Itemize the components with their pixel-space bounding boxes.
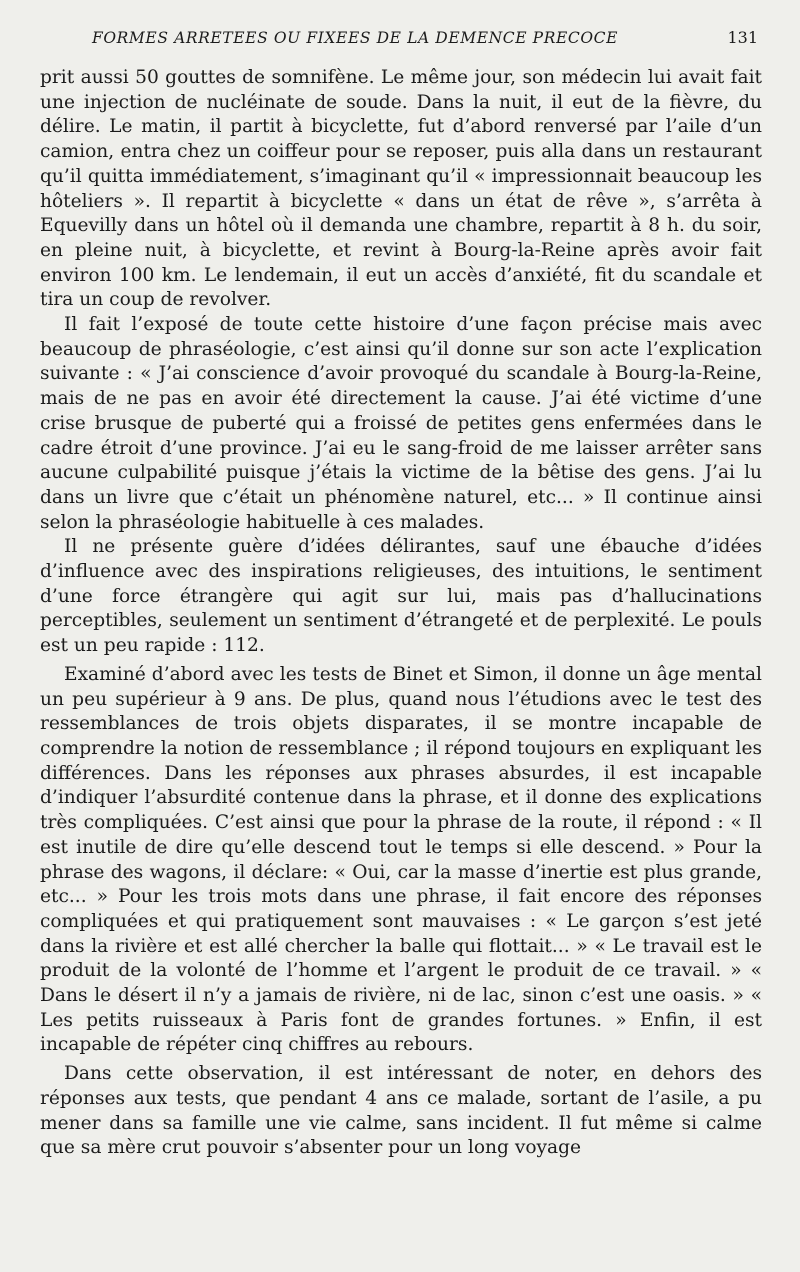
paragraph-4: Examiné d’abord avec les tests de Binet et Simon, il donne un âge mental un peu supérieur à 9 ans. De plus, quand nous l’étudions avec le test des ressemblances de trois objets disparates, il se montre incapable de comprendre la notion de ressemblance ; il répond toujours en expliquant les différences. Dans les réponses aux phrases absurdes, il est incapable d’indiquer l’absurdité contenue dans la phrase, et il donne des explications très compliquées. C’est ainsi que pour la phrase de la route, il répond : « Il est inutile de dire qu’elle descend tout le temps si elle descend. » Pour la phrase des wagons, il déclare: « Oui, car la masse d’inertie est plus grande, etc... » Pour les trois mots dans une phrase, il fait encore des réponses compliquées et qui pratiquement sont mauvaises : « Le garçon s’est jeté dans la rivière et est allé chercher la balle qui flottait... » « Le travail est le produit de la volonté de l’homme et l’argent le produit de ce travail. » « Dans le désert il n’y a jamais de rivière, ni de lac, sinon c’est une oasis. » « Les petits ruisseaux à Paris font de grandes fortunes. » Enfin, il est incapable de répéter cinq chiffres au rebours. [40, 663, 762, 1056]
paragraph-1: prit aussi 50 gouttes de somnifène. Le même jour, son médecin lui avait fait une injection de nucléinate de soude. Dans la nuit, il eut de la fièvre, du délire. Le matin, il partit à bicyclette, fut d’abord renversé par l’aile d’un camion, entra chez un coiffeur pour se reposer, puis alla dans un restaurant qu’il quitta immédiatement, s’imaginant qu’il « impressionnait beaucoup les hôteliers ». Il repartit à bicyclette « dans un état de rêve », s’arrêta à Equevilly dans un hôtel où il demanda une chambre, repartit à 8 h. du soir, en pleine nuit, à bicyclette, et revint à Bourg-la-Reine après avoir fait environ 100 km. Le lendemain, il eut un accès d’anxiété, fit du scandale et tira un coup de revolver. [40, 67, 762, 311]
paragraph-5: Dans cette observation, il est intéressant de noter, en dehors des réponses aux tests, que pendant 4 ans ce malade, sortant de l’asile, a pu mener dans sa famille une vie calme, sans incident. Il fut même si calme que sa mère crut pouvoir s’absenter pour un long voyage [40, 1063, 762, 1159]
running-head [40, 28, 762, 58]
paragraph-3: Il ne présente guère d’idées délirantes, sauf une ébauche d’idées d’influence avec des inspirations religieuses, des intuitions, le sentiment d’une force étrangère qui agit sur lui, mais pas d’hallucinations perceptibles, seulement un sentiment d’étrangeté et de perplexité. Le pouls est un peu rapide : 112. [40, 536, 762, 657]
paragraph-2: Il fait l’exposé de toute cette histoire d’une façon précise mais avec beaucoup de phraséologie, c’est ainsi qu’il donne sur son acte l’explication suivante : « J’ai conscience d’avoir provoqué du scandale à Bourg-la-Reine, mais de ne pas en avoir été directement la cause. J’ai été victime d’une crise brusque de puberté qui a froissé de petites gens enfermées dans le cadre étroit d’une province. J’ai eu le sang-froid de me laisser arrêter sans aucune culpabilité puisque j’étais la victime de la bêtise des gens. J’ai lu dans un livre que c’était un phénomène naturel, etc... » Il continue ainsi selon la phraséologie habituelle à ces malades. [40, 314, 762, 533]
page-number: 131 [727, 28, 758, 47]
running-head-title: FORMES ARRETEES OU FIXEES DE LA DEMENCE PRECOCE [92, 29, 619, 47]
body-text [40, 66, 762, 1161]
